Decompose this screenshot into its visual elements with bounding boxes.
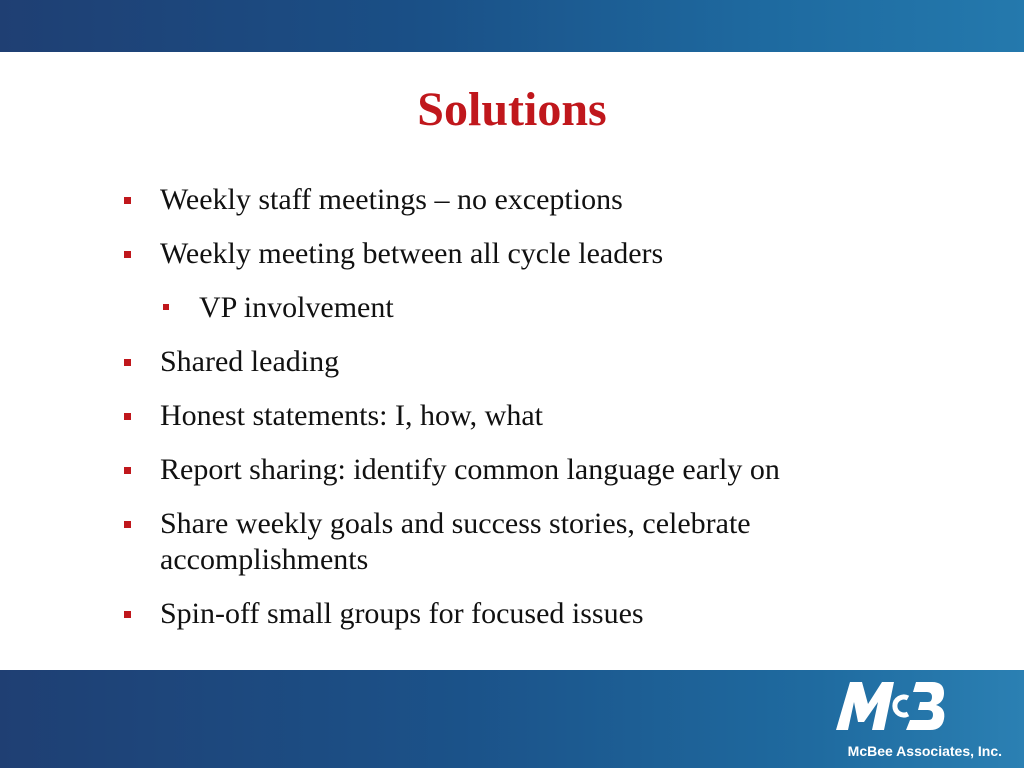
square-bullet-icon (124, 197, 131, 204)
bullet-list (120, 182, 920, 650)
bullet-item (120, 182, 920, 218)
bullet-item (120, 452, 920, 488)
bullet-item (120, 344, 920, 380)
square-bullet-icon (163, 304, 169, 310)
bullet-text: VP involvement (199, 291, 394, 324)
bullet-text: Weekly meeting between all cycle leaders (160, 237, 664, 270)
company-name: McBee Associates, Inc. (847, 743, 1002, 759)
bullet-text: Shared leading (160, 345, 340, 378)
bullet-item (120, 236, 920, 272)
square-bullet-icon (124, 359, 131, 366)
sub-bullet-item (120, 290, 920, 326)
bullet-text: Report sharing: identify common language early on (160, 453, 780, 486)
square-bullet-icon (124, 467, 131, 474)
bullet-item (120, 398, 920, 434)
header-band (0, 0, 1024, 52)
square-bullet-icon (124, 521, 131, 528)
bullet-item (120, 506, 920, 578)
company-logo (802, 680, 1002, 760)
bullet-text: Spin-off small groups for focused issues (160, 597, 644, 630)
square-bullet-icon (124, 611, 131, 618)
bullet-text: Share weekly goals and success stories, celebrate accomplishments (160, 507, 751, 576)
bullet-text: Weekly staff meetings – no exceptions (160, 183, 623, 216)
bullet-text: Honest statements: I, how, what (160, 399, 543, 432)
footer-band (0, 670, 1024, 768)
mcb-logo-icon (830, 680, 946, 732)
slide-title: Solutions (417, 83, 607, 136)
bullet-item (120, 596, 920, 632)
square-bullet-icon (124, 251, 131, 258)
square-bullet-icon (124, 413, 131, 420)
